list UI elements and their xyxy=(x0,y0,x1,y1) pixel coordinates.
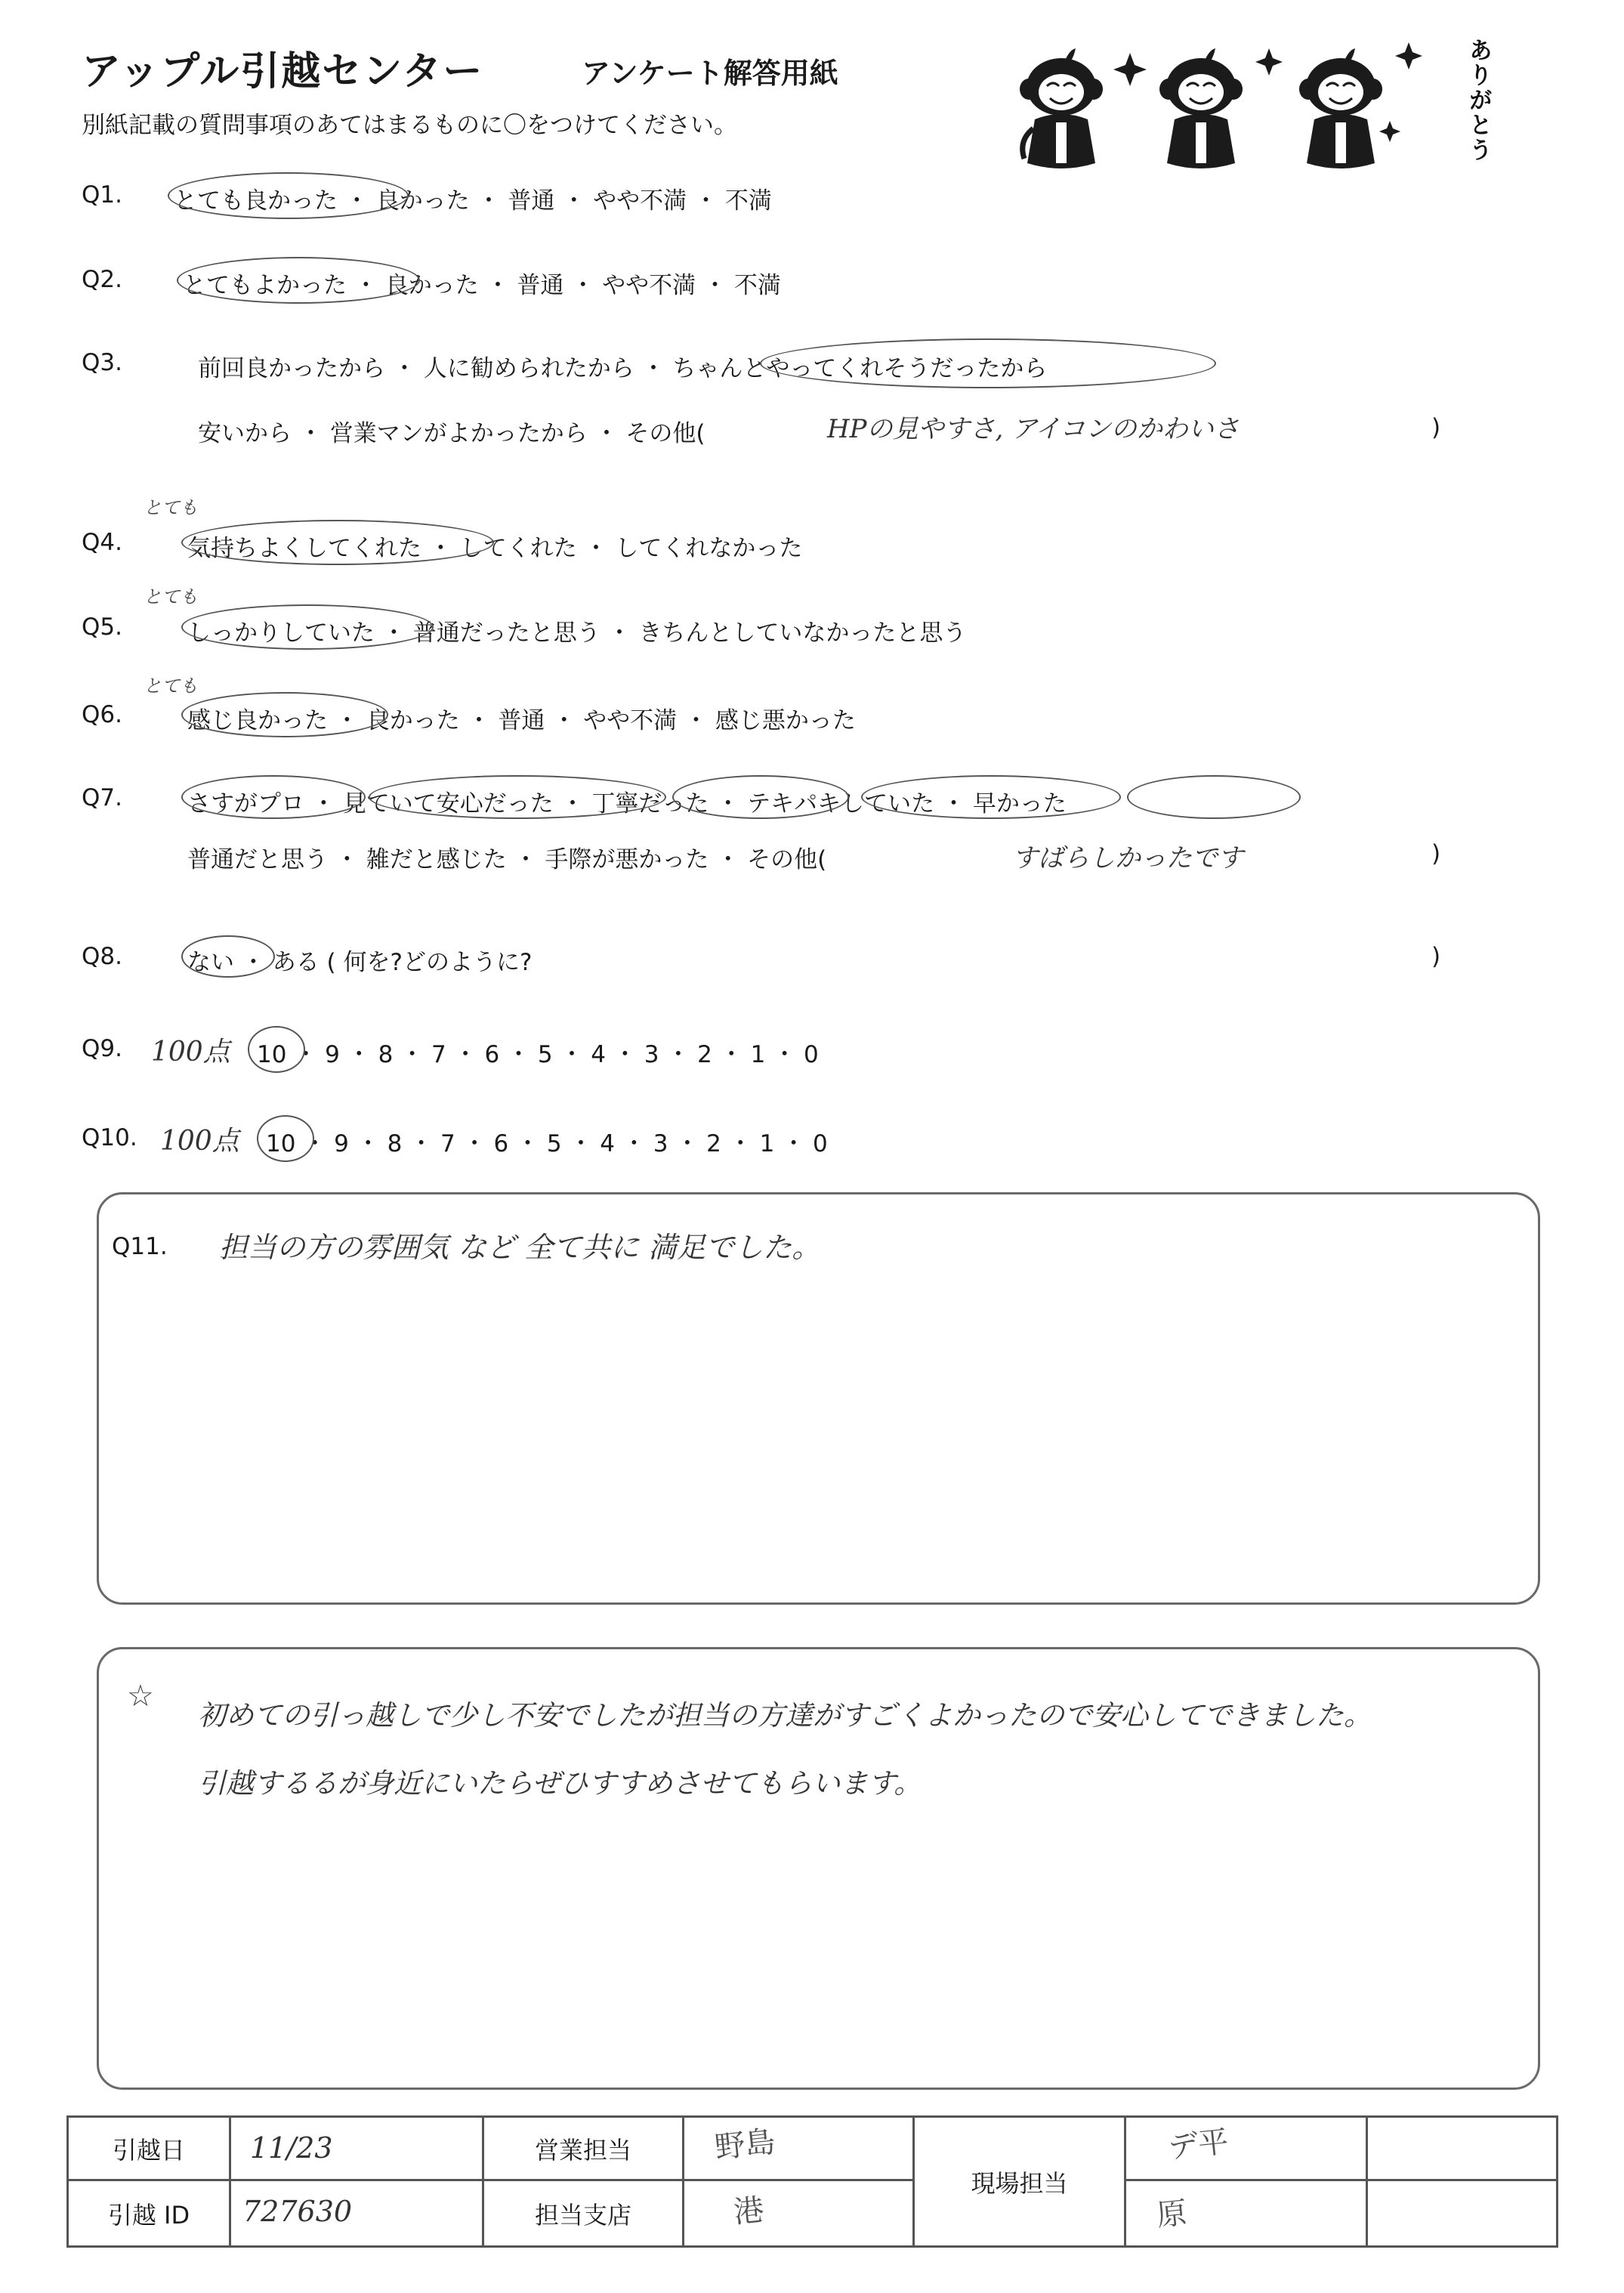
free-comment-line-1: 初めての引っ越しで少し不安でしたが担当の方達がすごくよかったので安心してできました。 xyxy=(198,1699,1372,1732)
q6-options[interactable]: 感じ良かった ・ 良かった ・ 普通 ・ やや不満 ・ 感じ悪かった xyxy=(187,707,856,734)
free-comment-line-2: 引越するるが身近にいたらぜひすすめさせてもらいます。 xyxy=(198,1767,922,1800)
q6-note: とても xyxy=(144,675,198,697)
q7-options-line2[interactable]: 普通だと思う ・ 雑だと感じた ・ 手際が悪かった ・ その他( xyxy=(187,846,827,873)
q3-other-answer: HPの見やすさ, アイコンのかわいさ xyxy=(827,414,1240,444)
q3-options-line2-close: ) xyxy=(1431,414,1441,441)
q5-label: Q5. xyxy=(82,613,122,641)
q1-options[interactable]: とても良かった ・ 良かった ・ 普通 ・ やや不満 ・ 不満 xyxy=(174,187,772,215)
q7-options-line1[interactable]: さすがプロ ・ 見ていて安心だった ・ 丁寧だった ・ テキパキしていた ・ 早かった xyxy=(187,790,1067,817)
q3-label: Q3. xyxy=(82,349,122,376)
q1-label: Q1. xyxy=(82,181,122,209)
q7-options-line2-close: ) xyxy=(1431,840,1441,867)
q8-options[interactable]: ない ・ ある ( 何を?どのように? xyxy=(187,949,533,976)
q5-note: とても xyxy=(144,586,198,607)
q4-options[interactable]: 気持ちよくしてくれた ・ してくれた ・ してくれなかった xyxy=(187,535,803,562)
q3-options-line2[interactable]: 安いから ・ 営業マンがよかったから ・ その他( xyxy=(198,420,705,447)
signature-sales-rep: 野島 xyxy=(713,2124,777,2166)
star-icon: ☆ xyxy=(127,1680,154,1713)
q10-scale[interactable]: 10 ・ 9 ・ 8 ・ 7 ・ 6 ・ 5 ・ 4 ・ 3 ・ 2 ・ 1 ・ 0 xyxy=(266,1130,828,1157)
q11-answer: 担当の方の雰囲気 など 全て共に 満足でした。 xyxy=(219,1231,821,1264)
value-move-id: 727630 xyxy=(242,2195,353,2228)
q8-label: Q8. xyxy=(82,943,122,970)
form-title: アンケート解答用紙 xyxy=(582,57,838,90)
q9-score: 100点 xyxy=(151,1037,230,1068)
q7-other-answer: すばらしかったです xyxy=(1012,843,1243,873)
label-sales-rep: 営業担当 xyxy=(484,2118,684,2181)
q9-label: Q9. xyxy=(82,1035,122,1062)
label-move-id: 引越 ID xyxy=(69,2181,231,2245)
extra-cell-top[interactable] xyxy=(1368,2118,1556,2181)
q6-label: Q6. xyxy=(82,701,122,728)
q8-options-close: ) xyxy=(1431,943,1441,970)
q5-options[interactable]: しっかりしていた ・ 普通だったと思う ・ きちんとしていなかったと思う xyxy=(187,620,967,647)
value-site-rep-1-cell[interactable] xyxy=(1126,2118,1368,2181)
value-branch-cell[interactable] xyxy=(684,2181,915,2245)
q7-circle-mark-5 xyxy=(1127,775,1301,819)
signature-branch: 港 xyxy=(732,2193,766,2230)
q3-options-line1[interactable]: 前回良かったから ・ 人に勧められたから ・ ちゃんとやってくれそうだったから xyxy=(198,355,1048,382)
footer-table xyxy=(66,2115,1558,2248)
q4-label: Q4. xyxy=(82,529,122,556)
value-move-date: 11/23 xyxy=(250,2131,333,2165)
page-title: アップル引越センター xyxy=(82,49,484,94)
q10-label: Q10. xyxy=(82,1124,137,1151)
q11-label: Q11. xyxy=(112,1233,168,1260)
label-move-date: 引越日 xyxy=(69,2118,231,2181)
mascot-illustration xyxy=(997,30,1601,219)
q7-label: Q7. xyxy=(82,784,122,811)
q2-options[interactable]: とてもよかった ・ 良かった ・ 普通 ・ やや不満 ・ 不満 xyxy=(183,272,781,299)
label-site-rep: 現場担当 xyxy=(915,2118,1126,2245)
signature-site-rep-2: 原 xyxy=(1155,2196,1189,2233)
q2-label: Q2. xyxy=(82,266,122,293)
extra-cell-bottom[interactable] xyxy=(1368,2181,1556,2245)
label-branch: 担当支店 xyxy=(484,2181,684,2245)
signature-site-rep-1: デ平 xyxy=(1166,2124,1230,2166)
thanks-text: ありがとう xyxy=(1465,38,1492,162)
q10-score: 100点 xyxy=(160,1126,239,1157)
q4-note: とても xyxy=(144,497,198,518)
q9-scale[interactable]: 10 ・ 9 ・ 8 ・ 7 ・ 6 ・ 5 ・ 4 ・ 3 ・ 2 ・ 1 ・ 0 xyxy=(257,1041,819,1068)
instruction-text: 別紙記載の質問事項のあてはまるものに〇をつけてください。 xyxy=(82,112,737,139)
